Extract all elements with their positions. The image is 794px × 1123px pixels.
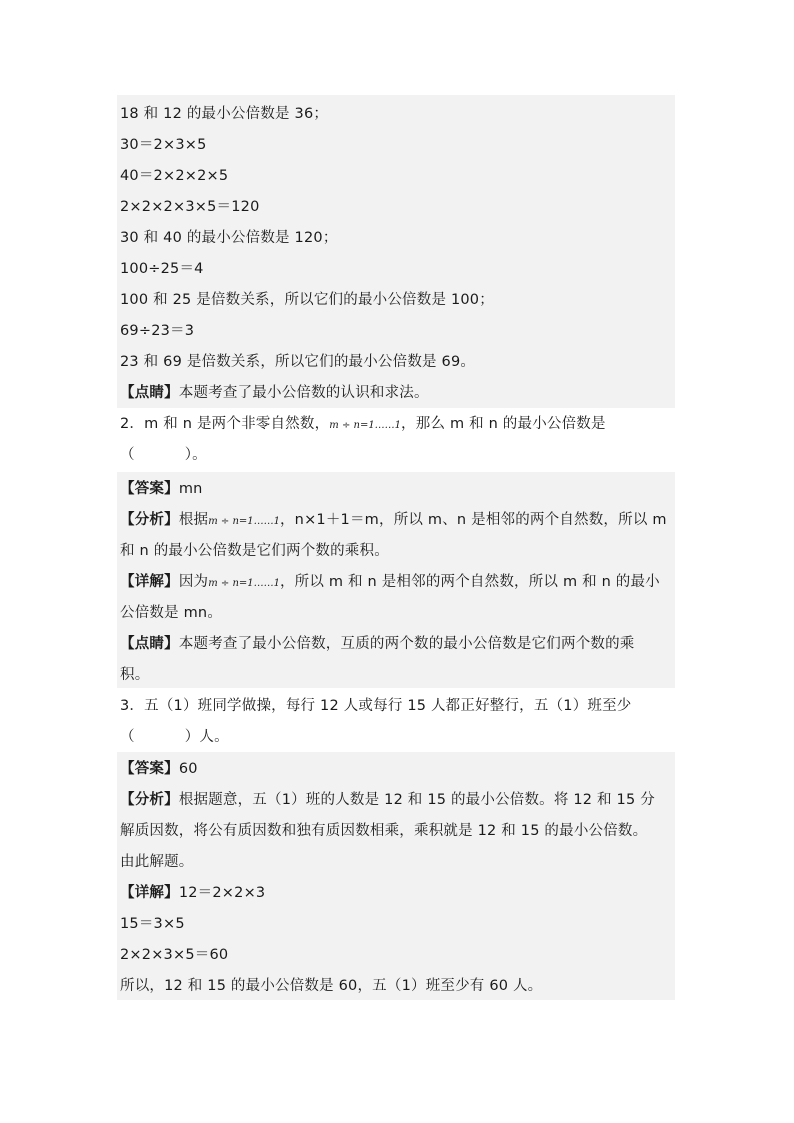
detail-line: 2×2×3×5＝60 [120,947,229,963]
analysis-line: 和 n 的最小公倍数是它们两个数的乘积。 [120,543,389,559]
note-line [120,383,429,403]
analysis-line: 解质因数，将公有质因数和独有质因数相乘，乘积就是 12 和 15 的最小公倍数。 [120,823,648,839]
paren-close: ）。 [184,447,207,463]
text-line: 100÷25＝4 [120,261,204,277]
detail-line: 公倍数是 mn。 [120,605,223,621]
text-line: 30 和 40 的最小公倍数是 120； [120,230,338,246]
detail-text: 因为 [178,574,209,590]
text-line: 30＝2×3×5 [120,137,207,153]
detail-line: 15＝3×5 [120,916,185,932]
paren-close: ）人。 [184,729,229,745]
analysis-line: 由此解题。 [120,854,194,870]
analysis-line [120,510,667,532]
text-line: 69÷23＝3 [120,323,195,339]
analysis-line [120,790,655,810]
text-line: 2×2×2×3×5＝120 [120,199,260,215]
answer-line [120,759,198,779]
analysis-text: 根据题意，五（1）班的人数是 12 和 15 的最小公倍数。将 12 和 15 分 [178,792,655,808]
text-line: 100 和 25 是倍数关系，所以它们的最小公倍数是 100； [120,292,494,308]
note-tag: 【点睛】 [120,636,179,652]
note-line: 积。 [120,667,150,683]
analysis-text: ，n×1＋1＝m，所以 m、n 是相邻的两个自然数，所以 m [279,512,667,528]
detail-tag: 【详解】 [120,574,179,590]
detail-tag: 【详解】 [120,885,179,901]
question-2-prefix: 2．m 和 n 是两个非零自然数， [120,416,330,432]
question-2-blank-line [120,445,207,465]
analysis-text: 根据 [178,512,209,528]
question-3-blank-line [120,727,229,747]
question-3-stem: 3．五（1）班同学做操，每行 12 人或每行 15 人都正好整行，五（1）班至少 [120,698,632,714]
text-line: 23 和 69 是倍数关系，所以它们的最小公倍数是 69。 [120,354,476,370]
text-line: 40＝2×2×2×5 [120,168,229,184]
note-text: 本题考查了最小公倍数，互质的两个数的最小公倍数是它们两个数的乘 [178,636,635,652]
detail-text: ，所以 m 和 n 是相邻的两个自然数，所以 m 和 n 的最小 [279,574,660,590]
paren-open: （ [120,447,135,463]
division-equation: m ÷ n=1……1 [208,516,280,527]
analysis-tag: 【分析】 [120,512,179,528]
answer-tag: 【答案】 [120,761,179,777]
text-line: 18 和 12 的最小公倍数是 36； [120,106,329,122]
detail-line [120,572,660,594]
answer-text: 60 [178,761,198,777]
note-line [120,634,635,654]
detail-line: 所以，12 和 15 的最小公倍数是 60，五（1）班至少有 60 人。 [120,978,543,994]
detail-line [120,883,265,903]
answer-line [120,479,203,499]
answer-text: mn [178,481,203,497]
division-equation: m ÷ n=1……1 [329,420,402,431]
note-text: 本题考查了最小公倍数的认识和求法。 [178,385,429,401]
note-tag: 【点睛】 [120,385,179,401]
answer-tag: 【答案】 [120,481,179,497]
question-2-suffix: ，那么 m 和 n 的最小公倍数是 [401,416,606,432]
question-2-stem [120,414,606,436]
paren-open: （ [120,729,135,745]
analysis-tag: 【分析】 [120,792,179,808]
detail-text: 12＝2×2×3 [178,885,266,901]
division-equation: m ÷ n=1……1 [208,578,280,589]
